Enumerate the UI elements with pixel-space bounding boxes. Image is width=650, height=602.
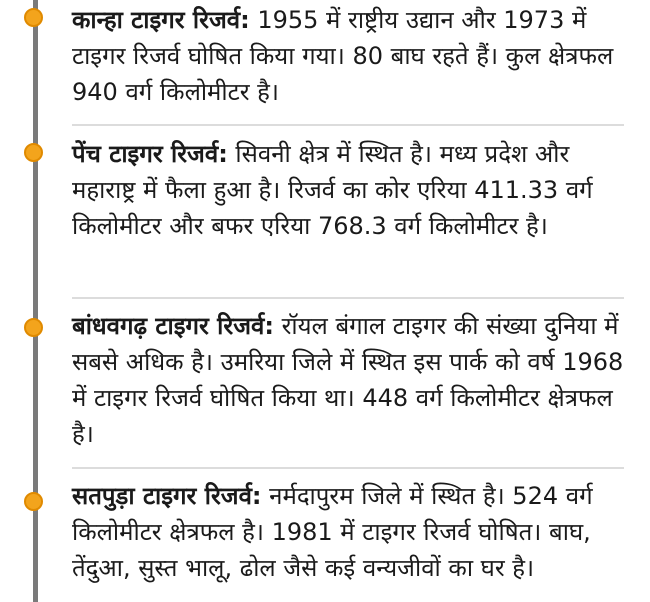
- timeline-line: [33, 0, 38, 602]
- entry-bandhavgarh: [72, 308, 632, 452]
- entry-pench: [72, 136, 632, 244]
- entry-text: सिवनी क्षेत्र में स्थित है। मध्य प्रदेश और महाराष्ट्र में फैला हुआ है। रिजर्व का कोर एरिया 411.33 वर्ग किलोमीटर और बफर एरिया 768.3 वर्ग किलोमीटर है।: [72, 140, 593, 240]
- divider: [72, 467, 624, 469]
- bullet-dot: [24, 318, 43, 337]
- bullet-dot: [24, 143, 43, 162]
- divider: [72, 297, 624, 299]
- entry-name: बांधवगढ़ टाइगर रिजर्व:: [72, 312, 274, 340]
- entry-satpura: [72, 478, 632, 586]
- entry-text: 1955 में राष्ट्रीय उद्यान और 1973 में टाइगर रिजर्व घोषित किया गया। 80 बाघ रहते हैं। कुल क्षेत्रफल 940 वर्ग किलोमीटर है।: [72, 6, 614, 106]
- entry-text: नर्मदापुरम जिले में स्थित है। 524 वर्ग किलोमीटर क्षेत्रफल है। 1981 में टाइगर रिजर्व घोषित। बाघ, तेंदुआ, सुस्त भालू, ढोल जैसे कई वन्यजीवों का घर है।: [72, 482, 593, 582]
- entry-name: कान्हा टाइगर रिजर्व:: [72, 6, 250, 34]
- entry-name: पेंच टाइगर रिजर्व:: [72, 140, 228, 168]
- entry-name: सतपुड़ा टाइगर रिजर्व:: [72, 482, 262, 510]
- entry-text: रॉयल बंगाल टाइगर की संख्या दुनिया में सबसे अधिक है। उमरिया जिले में स्थित इस पार्क को वर्ष 1968 में टाइगर रिजर्व घोषित किया था। 448 वर्ग किलोमीटर क्षेत्रफल है।: [72, 312, 624, 448]
- divider: [72, 124, 624, 126]
- bullet-dot: [24, 8, 43, 27]
- entry-kanha: [72, 2, 632, 110]
- bullet-dot: [24, 492, 43, 511]
